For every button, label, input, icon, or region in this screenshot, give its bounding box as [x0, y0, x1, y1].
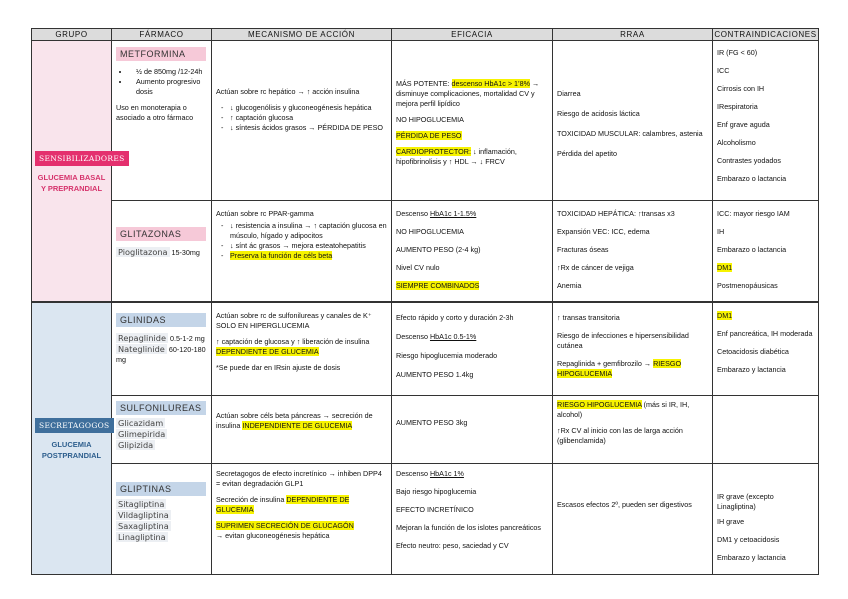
mechanism-item: Actúan sobre rc de sulfonilureas y canales de K⁺ SOLO EN HIPERGLUCEMIA [216, 310, 372, 330]
efficacy-glitazonas [392, 201, 553, 302]
drug-subname-text: Sitagliptina [118, 499, 165, 509]
drug-subname [116, 532, 206, 543]
contraindications-metformina [713, 41, 819, 201]
mechanism-list [230, 221, 387, 261]
efficacy-text: Descenso [396, 469, 430, 478]
mechanism-item: - ↓ síntesis ácidos grasos → PÉRDIDA DE PESO [230, 123, 387, 133]
contraindications-sulfonilureas [713, 396, 819, 464]
contraindication: ICC: mayor riesgo IAM [717, 209, 790, 218]
highlight: PÉRDIDA DE PESO [396, 131, 462, 140]
efficacy-item: NO HIPOGLUCEMIA [396, 227, 464, 236]
mechanism-item: Secretagogos de efecto incretínico → inhiben DPP4 = evitan degradación GLP1 [216, 469, 382, 488]
efficacy-text: MÁS POTENTE: [396, 79, 452, 88]
group-tag: SECRETAGOGOS [35, 418, 114, 433]
row-glinidas [32, 302, 819, 396]
contraindications-glinidas [713, 302, 819, 396]
highlight: DEPENDIENTE DE GLUCEMIA [216, 495, 350, 514]
side-effect: TOXICIDAD HEPÁTICA: ↑transas x3 [557, 209, 675, 218]
drug-gliptinas [112, 464, 212, 575]
contraindication: Postmenopáusicas [717, 281, 778, 290]
mechanism-sulfonilureas [212, 396, 392, 464]
header-grupo: GRUPO [32, 29, 112, 41]
efficacy-glinidas [392, 302, 553, 396]
efficacy-item: Mejoran la función de los islotes pancreáticos [396, 523, 542, 532]
contraindication: Enf pancreática, IH moderada [717, 328, 813, 338]
efficacy-item [396, 332, 548, 342]
contraindications-gliptinas [713, 464, 819, 575]
contraindication: IR (FG < 60) [717, 48, 758, 57]
dose-item: • ½ de 850mg /12-24h [130, 67, 206, 77]
group-tag: SENSIBILIZADORES [35, 151, 129, 166]
mechanism-item [230, 251, 387, 261]
contraindication: Enf grave aguda [717, 120, 770, 129]
highlight: SUPRIMEN SECRECIÓN DE GLUCAGÓN [216, 521, 354, 530]
side-effect: TOXICIDAD MUSCULAR: calambres, astenia [557, 129, 703, 138]
drug-subname-text: Saxagliptina [118, 521, 169, 531]
mechanism-text: ↑ captación de glucosa y ↑ liberación de insulina [216, 336, 370, 346]
group-subtitle: GLUCEMIA POSTPRANDIAL [41, 440, 102, 461]
highlight: SIEMPRE COMBINADOS [396, 281, 480, 290]
efficacy-item [396, 469, 548, 479]
highlight: DEPENDIENTE DE GLUCEMIA [216, 346, 319, 356]
highlight: RIESGO HIPOGLUCEMIA [557, 358, 682, 378]
efficacy-item: Riesgo hipoglucemia moderado [396, 350, 498, 360]
row-glitazonas [32, 201, 819, 302]
group-secretagogos [32, 302, 112, 575]
efficacy-metformina [392, 41, 553, 201]
efficacy-text: Descenso [396, 209, 430, 218]
mechanism-list [230, 103, 387, 133]
group-subtitle: GLUCEMIA BASAL Y PREPRANDIAL [37, 172, 106, 193]
row-gliptinas [32, 464, 819, 575]
highlight: DM1 [717, 263, 733, 272]
contraindication [717, 311, 814, 321]
mechanism-item [216, 337, 387, 357]
efficacy-sulfonilureas [392, 396, 553, 464]
highlight: RIESGO HIPOGLUCEMIA [557, 400, 642, 409]
contraindication: IR grave (excepto Linagliptina) [717, 492, 774, 511]
mechanism-item [216, 495, 387, 515]
highlight: Preserva la función de céls beta [230, 251, 333, 260]
drug-subname-text: Pioglitazona [118, 247, 168, 257]
drug-subname-text: Vildagliptina [118, 510, 169, 520]
mechanism-text: Actúan sobre céls beta páncreas → secreción de insulina [216, 411, 373, 430]
mechanism-glitazonas [212, 201, 392, 302]
efficacy-item: AUMENTO PESO 1.4kg [396, 369, 474, 379]
drug-dose: 0.5-1-2 mg [168, 333, 205, 343]
efficacy-item [396, 281, 548, 291]
efficacy-gliptinas [392, 464, 553, 575]
dose-item: • Aumento progresivo dosis [130, 77, 206, 97]
mechanism-item: *Se puede dar en IRsin ajuste de dosis [216, 362, 341, 372]
contraindication: IH [717, 227, 725, 236]
mechanism-glinidas [212, 302, 392, 396]
side-effect: Riesgo de infecciones e hipersensibilidad cutánea [557, 330, 689, 350]
contraindication: Embarazo o lactancia [717, 174, 787, 183]
side-effect: Diarrea [557, 89, 581, 98]
contraindication: IH grave [717, 517, 745, 526]
contraindication: Alcoholismo [717, 138, 756, 147]
efficacy-item: Bajo riesgo hipoglucemia [396, 487, 477, 496]
highlight: INDEPENDIENTE DE GLUCEMIA [242, 421, 353, 430]
side-effect: ↑ transas transitoria [557, 312, 620, 322]
drug-name: GLIPTINAS [116, 482, 206, 496]
contraindication: Cetoacidosis diabética [717, 346, 789, 356]
antidiabetics-table [31, 28, 819, 575]
contraindications-glitazonas [713, 201, 819, 302]
efficacy-text: ↓ inflamación, hipofibrinolisis y ↑ HDL → ↓ FRCV [396, 147, 517, 166]
contraindication: Cirrosis con IH [717, 84, 765, 93]
contraindication: ICC [717, 66, 730, 75]
dose-list [130, 67, 206, 97]
header-row [32, 29, 819, 41]
drug-dose: 60-120-180 mg [116, 344, 206, 364]
drug-sulfonilureas [112, 396, 212, 464]
row-sulfonilureas [32, 396, 819, 464]
mechanism-item: - ↓ sínt ác grasos → mejora esteatohepatitis [230, 241, 387, 251]
efficacy-item [396, 79, 548, 109]
side-effect [557, 359, 708, 379]
efficacy-item [396, 147, 548, 167]
side-effect-text: (más si IR, IH, alcohol) [557, 400, 690, 419]
drug-subname-text: Repaglinide [118, 332, 167, 343]
contraindication: DM1 y cetoacidosis [717, 535, 780, 544]
side-effect: ↑Rx CV al inicio con las de larga acción (glibenclamida) [557, 426, 683, 445]
drug-subname-text: Linagliptina [118, 532, 166, 542]
header-rraa: RRAA [553, 29, 713, 41]
side-effect: Expansión VEC: ICC, edema [557, 227, 650, 236]
highlight: DM1 [717, 310, 733, 320]
underlined-value: HbA1c 1% [429, 469, 464, 478]
contraindication: Contrastes yodados [717, 156, 781, 165]
efficacy-text: → disminuye complicaciones, mortalidad CV y mejora perfil lipídico [396, 79, 540, 108]
header-mecanismo: MECANISMO DE ACCIÓN [212, 29, 392, 41]
contraindication: Embarazo y lactancia [717, 364, 786, 374]
underlined-value: HbA1c 1-1.5% [429, 209, 477, 218]
mechanism-item: - ↓ resistencia a insulina → ↑ captación glucosa en músculo, hígado y adipocitos [230, 221, 387, 241]
drug-subname [116, 247, 206, 258]
drug-subname [116, 440, 206, 451]
side-effects-glinidas [553, 302, 713, 396]
highlight: descenso HbA1c > 1’8% [451, 79, 531, 88]
side-effects-sulfonilureas [553, 396, 713, 464]
mechanism-head: Actúan sobre rc hepático → ↑ acción insulina [216, 87, 360, 96]
contraindication: Embarazo y lactancia [717, 553, 786, 562]
contraindication: IRespiratoria [717, 102, 758, 111]
mechanism-metformina [212, 41, 392, 201]
side-effect-text: Repaglinida + gemfibrozilo → [557, 358, 654, 368]
drug-name: SULFONILUREAS [116, 401, 206, 415]
drug-subname [116, 499, 206, 510]
highlight: CARDIOPROTECTOR: [396, 147, 471, 156]
mechanism-gliptinas [212, 464, 392, 575]
drug-glinidas [112, 302, 212, 396]
drug-name: GLITAZONAS [116, 227, 206, 241]
row-metformina [32, 41, 819, 201]
mechanism-item [216, 411, 387, 431]
drug-dose: 15-30mg [169, 248, 200, 257]
drug-subname [116, 429, 206, 440]
side-effect: Riesgo de acidosis láctica [557, 109, 640, 118]
drug-name: METFORMINA [116, 47, 206, 61]
drug-subname-text: Nateglinide [118, 343, 165, 354]
usage-note: Uso en monoterapia o asociado a otro fármaco [116, 103, 194, 122]
efficacy-item: AUMENTO PESO 3kg [396, 418, 468, 427]
mechanism-item: - ↑ captación glucosa [230, 113, 387, 123]
header-farmaco: FÁRMACO [112, 29, 212, 41]
mechanism-item [216, 521, 387, 541]
side-effects-metformina [553, 41, 713, 201]
mechanism-head: Actúan sobre rc PPAR-gamma [216, 209, 314, 218]
side-effect: Escasos efectos 2º, pueden ser digestivos [557, 500, 692, 509]
drug-subname-text: Glipizida [118, 440, 154, 450]
drug-glitazonas [112, 201, 212, 302]
mechanism-text: → evitan gluconeogénesis hepática [216, 531, 330, 540]
drug-subname [116, 521, 206, 532]
drug-subname [116, 418, 206, 429]
efficacy-item: Nivel CV nulo [396, 263, 440, 272]
efficacy-item: NO HIPOGLUCEMIA [396, 115, 464, 124]
drug-subname [116, 344, 206, 365]
side-effect: Anemia [557, 281, 582, 290]
side-effect: Fracturas óseas [557, 245, 609, 254]
drug-subname [116, 333, 206, 344]
side-effect: ↑Rx de cáncer de vejiga [557, 263, 634, 272]
efficacy-item [396, 209, 548, 219]
underlined-value: HbA1c 0.5-1% [429, 331, 477, 341]
efficacy-item [396, 131, 548, 141]
group-sensibilizadores [32, 41, 125, 302]
side-effects-glitazonas [553, 201, 713, 302]
header-contraindicaciones: CONTRAINDICACIONES [714, 30, 817, 39]
mechanism-text: Secreción de insulina [216, 495, 287, 504]
drug-subname-text: Glimepirida [118, 429, 166, 439]
drug-name: GLINIDAS [116, 313, 206, 327]
efficacy-item: Efecto rápido y corto y duración 2-3h [396, 312, 514, 322]
side-effect: Pérdida del apetito [557, 149, 617, 158]
header-eficacia: EFICACIA [392, 29, 553, 41]
drug-subname-text: Glicazidam [118, 418, 164, 428]
side-effect [557, 400, 708, 420]
contraindication: Embarazo o lactancia [717, 245, 787, 254]
drug-subname [116, 510, 206, 521]
efficacy-text: Descenso [396, 331, 430, 341]
contraindication [717, 263, 814, 273]
efficacy-item: Efecto neutro: peso, saciedad y CV [396, 541, 509, 550]
efficacy-item: AUMENTO PESO (2-4 kg) [396, 245, 481, 254]
drug-metformina [112, 41, 212, 201]
side-effects-gliptinas [553, 464, 713, 575]
mechanism-item: - ↓ glucogenólisis y gluconeogénesis hepática [230, 103, 387, 113]
efficacy-item: EFECTO INCRETÍNICO [396, 505, 474, 514]
